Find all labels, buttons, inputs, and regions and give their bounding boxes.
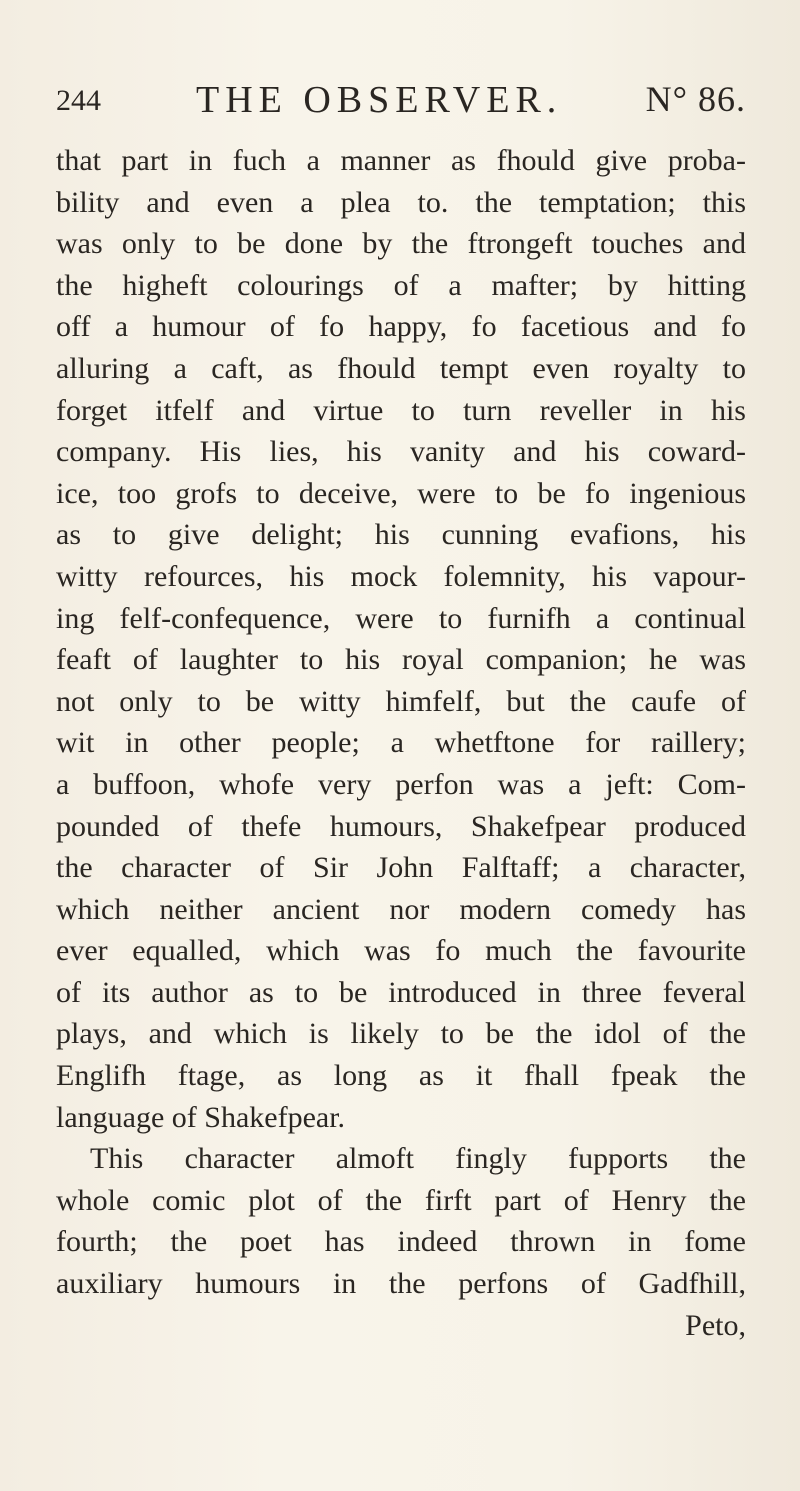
text-line: pounded of thefe humours, Shakefpear produced <box>56 809 746 843</box>
text-line: forget itfelf and virtue to turn reveller in his <box>56 393 746 427</box>
catchword: Peto, <box>685 1308 746 1342</box>
text-line: not only to be witty himfelf, but the caufe of <box>56 684 746 718</box>
text-line: witty refources, his mock folemnity, his vapour- <box>56 559 746 593</box>
text-line: alluring a caft, as fhould tempt even royalty to <box>56 351 746 385</box>
running-title: THE OBSERVER. <box>196 79 563 121</box>
text-line: of its author as to be introduced in three feveral <box>56 975 746 1009</box>
text-line: the character of Sir John Falftaff; a character, <box>56 851 746 885</box>
text-line: off a humour of fo happy, fo facetious and fo <box>56 310 746 344</box>
text-line: ing felf-confequence, were to furnifh a continual <box>56 601 746 635</box>
text-line: that part in fuch a manner as fhould give proba- <box>56 144 746 177</box>
text-line: company. His lies, his vanity and his coward- <box>56 435 746 469</box>
text-line: a buffoon, whofe very perfon was a jeft: Com- <box>56 767 746 801</box>
text-line: ever equalled, which was fo much the favourite <box>56 934 746 968</box>
text-line: Englifh ftage, as long as it fhall fpeak the <box>56 1059 746 1093</box>
page-header <box>56 78 746 128</box>
page-number: 244 <box>56 84 101 117</box>
body-text <box>56 140 746 1346</box>
text-line: plays, and which is likely to be the idol of the <box>56 1017 746 1051</box>
text-line: auxiliary humours in the perfons of Gadfhill, <box>56 1267 746 1301</box>
text-line: as to give delight; his cunning evafions, his <box>56 518 746 552</box>
text-line: fourth; the poet has indeed thrown in fome <box>56 1225 746 1259</box>
text-line: ice, too grofs to deceive, were to be fo ingenious <box>56 476 746 510</box>
text-line: whole comic plot of the firft part of Henry the <box>56 1183 746 1217</box>
text-line: which neither ancient nor modern comedy has <box>56 892 746 926</box>
text-line: language of Shakefpear. <box>56 1100 346 1134</box>
issue-number: N° 86. <box>645 79 746 119</box>
text-line: was only to be done by the ftrongeft touches and <box>56 227 746 261</box>
text-line: the higheft colourings of a mafter; by hitting <box>56 268 746 302</box>
text-line: feaft of laughter to his royal companion; he was <box>56 643 746 677</box>
text-line: bility and even a plea to. the temptation; this <box>56 185 746 219</box>
text-line: This character almoft fingly fupports the <box>90 1142 746 1176</box>
text-line: wit in other people; a whetftone for raillery; <box>56 726 746 760</box>
